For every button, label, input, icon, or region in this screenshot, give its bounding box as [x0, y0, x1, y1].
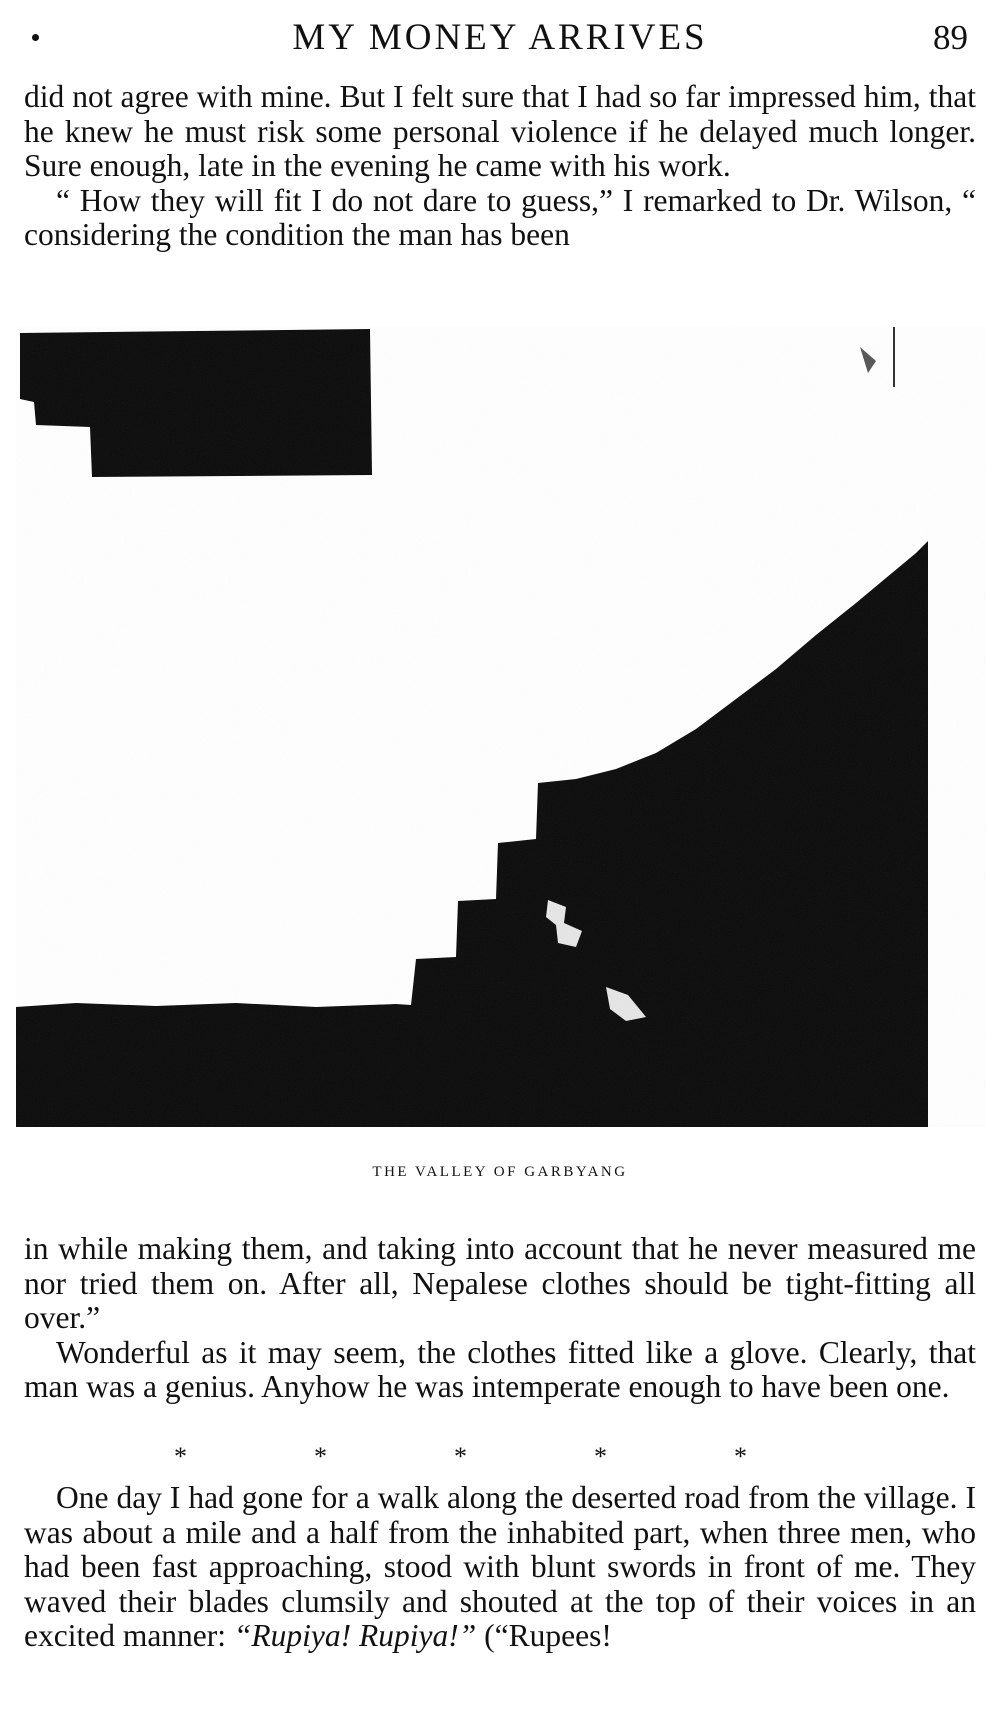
running-title: MY MONEY ARRIVES	[292, 17, 708, 58]
page-number: 89	[933, 18, 968, 57]
text-block-top	[24, 80, 976, 253]
asterisk: *	[594, 1442, 607, 1471]
asterisk: *	[174, 1442, 187, 1471]
figure-caption: THE VALLEY OF GARBYANG	[372, 1164, 628, 1180]
valley-photo-image	[16, 327, 986, 1127]
paragraph: in while making them, and taking into account that he never measured me nor tried them on. After all, Nepalese clothes should be tight-fitting all over.”	[24, 1231, 976, 1335]
page-header	[24, 14, 976, 64]
text-block-middle	[24, 1232, 976, 1405]
valley-photograph	[16, 327, 986, 1127]
paragraph-text: (“Rupees!	[476, 1618, 612, 1653]
paragraph-text: One day I had gone for a walk along the deserted road from the village. I was about a mile and a half from the inhabited part, when three men, who had been fast approaching, stood with blunt swords in front of me. They waved their blades clumsily and shouted at the top of their voices in an excited manner:	[24, 1480, 976, 1653]
paragraph	[24, 1481, 976, 1654]
paragraph: did not agree with mine. But I felt sure that I had so far impressed him, that he knew he must risk some personal violence if he delayed much longer. Sure enough, late in the evening he came with his work.	[24, 79, 976, 183]
asterisk: *	[734, 1442, 747, 1471]
italic-quote: “Rupiya! Rupiya!”	[233, 1618, 477, 1653]
asterisk: *	[454, 1442, 467, 1471]
paragraph: Wonderful as it may seem, the clothes fitted like a glove. Clearly, that man was a genius. Anyhow he was intemperate enough to have been one.	[24, 1334, 976, 1404]
paragraph: “ How they will fit I do not dare to guess,” I remarked to Dr. Wilson, “ considering the condition the man has been	[24, 182, 976, 252]
asterisk: *	[314, 1442, 327, 1471]
section-break	[24, 1442, 976, 1472]
text-block-bottom	[24, 1481, 976, 1654]
